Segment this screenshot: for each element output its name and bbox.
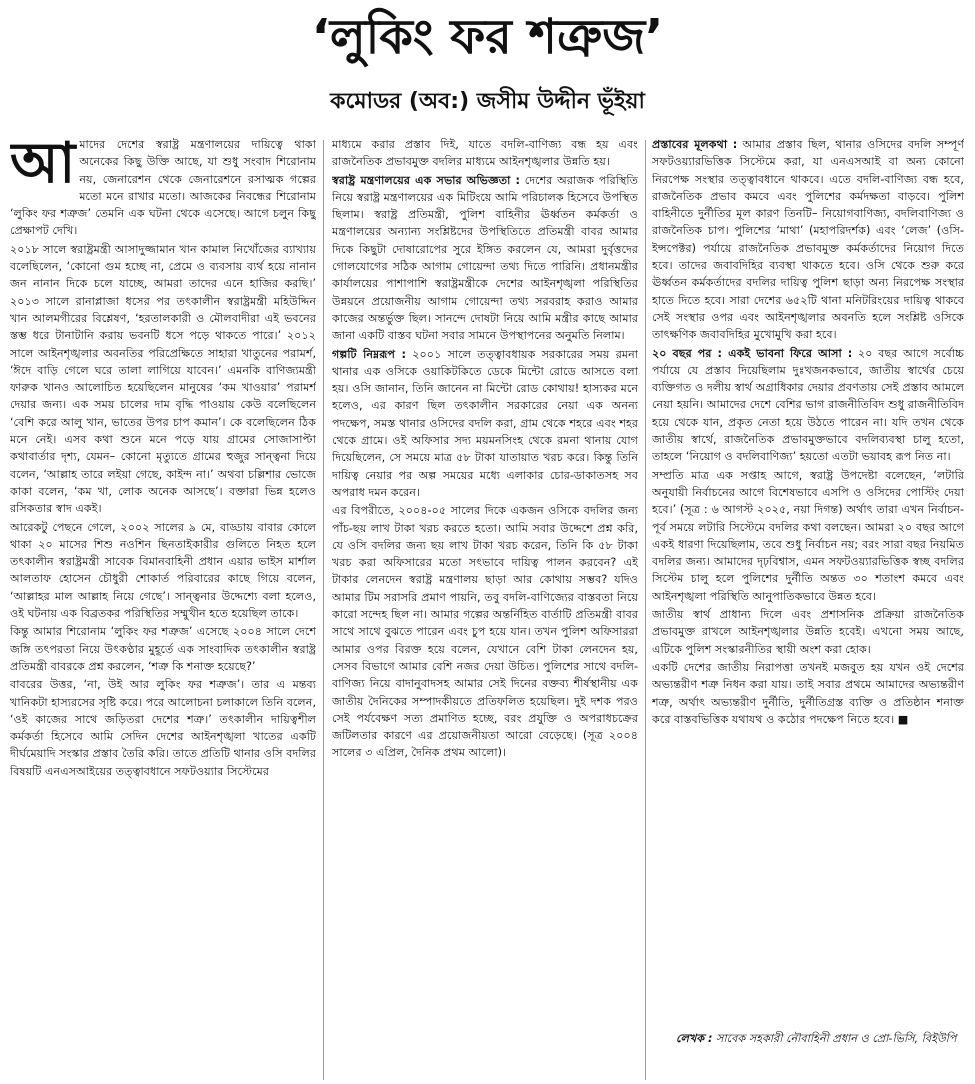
paragraph-with-subhead (332, 172, 638, 345)
paragraph-text: ২০ বছর আগে সর্বোচ্চ পর্যায়ে যে প্রস্তাব দিয়েছিলাম দুঃখজনকভাবে, জাতীয় স্বার্থের চেয়ে ব্যক্তিগত ও দলীয় স্বার্থ অগ্রাধিকার দেয়ার প্রবণতায় সেই প্রস্তাব আমলে নেয়া হয়নি। আমাদের দেশে বেশির ভাগ রাজনীতিবিদ শুধু রাজনীতিবিদ হয়ে থেকে যান, প্রকৃত নেতা হয়ে উঠতে পারেন না। যদি তখন থেকে জাতীয় স্বার্থে, রাজনৈতিক প্রভাবমুক্তভাবে বদলিব্যবস্থা চালু হতো, তাহলে ‘নিয়োগ ও বদলিবাণিজ্য’ হয়তো এতটা ভয়াবহ রূপ নিত না। (652, 346, 964, 464)
paragraph: মাধ্যমে করার প্রস্তাব দিই, যাতে বদলি-বাণিজ্য বন্ধ হয় এবং রাজনৈতিক প্রভাবমুক্ত বদলির মাধ্যমে আইনশৃঙ্খলার উন্নতি হয়। (332, 138, 638, 169)
paragraph-final (652, 659, 964, 728)
paragraph-text: একটি দেশের জাতীয় নিরাপত্তা তখনই মজবুত হয় যখন ওই দেশের অভ্যন্তরীণ শত্রু নিধন করা যায়। তাই সবার প্রথমে আমাদের অভ্যন্তরীণ শত্রু, অর্থাৎ অভ্যন্তরীণ দুর্নীতি, দুর্নীতিগ্রস্ত ব্যক্তি ও প্রতিষ্ঠান শনাক্ত করে বাস্তবভিত্তিক যথাযথ ও কঠোর পদক্ষেপ নিতে হবে। (652, 660, 964, 726)
article-column-3 (652, 136, 964, 1080)
paragraph: জাতীয় স্বার্থ প্রাধান্য দিলে এবং প্রশাসনিক প্রক্রিয়া রাজনৈতিক প্রভাবমুক্ত রাখলে আইনশৃঙ্খলার উন্নতি হবেই। এখনো সময় আছে, এটিকে পুলিশ সংস্কারনীতির স্থায়ী অংশ করা হোক। (652, 608, 964, 656)
article-title: ‘লুকিং ফর শত্রুজ’ (311, 9, 664, 65)
column-divider-1 (323, 140, 324, 1080)
paragraph: ২০১৮ সালে স্বরাষ্ট্রমন্ত্রী আসাদুজ্জামান খান কামাল নিখোঁজের ব্যাখ্যায় বলেছিলেন, ‘কোনো গুম হচ্ছে না, প্রেমে ও ব্যবসায় ব্যর্থ হয়ে নানান জন নানান দিকে চলে যাচ্ছে, আমরা তাদের এনে হাজির করছি।’ ২০১৩ সালে রানাপ্লাজা ধসের পর তৎকালীন স্বরাষ্ট্রমন্ত্রী মহিউদ্দিন খান আলমগীরের বিশ্লেষণ, ‘হরতালকারী ও মৌলবাদীরা এই ভবনের স্তম্ভ ধরে টানাটানি করায় ভবনটি ধসে পড়ে থাকতে পারে।’ ২০১২ সালে আইনশৃঙ্খলার অবনতির পরিপ্রেক্ষিতে সাহারা খাতুনের পরামর্শ, ‘ঈদে বাড়ি গেলে ঘরে তালা লাগিয়ে যাবেন।’ এমনকি বাণিজ্যমন্ত্রী ফারুক খানও আলোচিত হয়েছিলেন মানুষের ‘কম খাওয়ার’ পরামর্শ দেয়ার জন্য। এক সময় চালের দাম বৃদ্ধি পাওয়ায় কেউ বলেছিলেন ‘বেশি করে আলু খান, ভাতের উপর চাপ কমান’। কে বলেছিলেন ঠিক মনে নেই। এসব কথা শুনে মনে পড়ে যায় গ্রামের সোজাসাপ্টা কথাবার্তার দৃশ্য, যেমন– কোনো মৃত্যুতে গ্রামের হুজুর সান্ত্বনা দিয়ে বলেন, ‘আল্লাহ তারে লইয়া গেছে, কাইন্দ না।’ অথবা চল্লিশার ভোজে কাকা বলেন, ‘কম খা, লোক অনেক আসছে’। বক্তারা ভিন্ন হলেও রসিকতার স্বাদ একই। (10, 242, 316, 516)
paragraph: এর বিপরীতে, ২০০৪-০৫ সালের দিকে একজন ওসিকে বদলির জন্য পাঁচ-ছয় লাখ টাকা খরচ করতে হতো। আমি সবার উদ্দেশে প্রশ্ন করি, যে ওসি বদলির জন্য ছয় লাখ টাকা খরচ করেন, তিনি কি ৫৮ টাকা খরচ করা অফিসারের মতো সৎভাবে দায়িত্ব পালন করবেন? এই টাকার লেনদেন স্বরাষ্ট্র মন্ত্রণালয় ছাড়া আর কোথায় সম্ভব? যদিও আমার টিম সরাসরি প্রমাণ পায়নি, তবু বদলি-বাণিজ্যের বাস্তবতা নিয়ে কারো সন্দেহ ছিল না। আমার গল্পের অন্তর্নিহিত বার্তাটি প্রতিমন্ত্রী বাবর সাথে সাথে বুঝতে পারেন এবং চুপ হয়ে যান। তখন পুলিশ অফিসাররা আমার ওপর বিরক্ত হয়ে বলেন, যেখানে বেশি টাকা লেনদেন হয়, সেসব বিভাগে আমার বেশি নজর দেয়া উচিত। পুলিশের সাথে বদলি-বাণিজ্য নিয়ে বাদানুবাদসহ আমার সেই দিনের বক্তব্য শীর্ষস্থানীয় এক জাতীয় দৈনিকের সম্পাদকীয়তে প্রতিফলিত হয়েছিল। দুই দশক পরও সেই পর্যবেক্ষণ সত্য প্রমাণিত হচ্ছে, বরং প্রযুক্তি ও অপরাধচক্রের জটিলতার কারণে এর প্রয়োজনীয়তা আরো বেড়েছে। (সূত্র ২০০৪ সালের ৩ এপ্রিল, দৈনিক প্রথম আলো)। (332, 504, 638, 760)
subheading: প্রস্তাবের মূলকথা : (652, 138, 738, 151)
author-note (676, 1030, 964, 1047)
paragraph: সম্প্রতি মাত্র এক সপ্তাহ আগে, স্বরাষ্ট্র উপদেষ্টা বলেছেন, ‘লটারি অনুযায়ী নির্বাচনের আগে বিশেষভাবে এসপি ও ওসিদের পোস্টিং দেয়া হবে।’ (সূত্র : ৬ আগস্ট ২০২৫, নয়া দিগন্ত) অর্থাৎ তারা এখন নির্বাচন-পূর্ব সময়ে লটারি সিস্টেমে বদলির কথা বলছেন। আমরা ২০ বছর আগে একই ধারণা দিয়েছিলাম, তবে শুধু নির্বাচন নয়; বরং সারা বছর নিয়মিত বদলির জন্য। আমাদের দৃঢ়বিশ্বাস, এমন সফটওয়্যারভিত্তিক স্বচ্ছ বদলির সিস্টেম চালু হলে পুলিশের দুর্নীতি অন্তত ৩০ শতাংশ কমবে এবং আইনশৃঙ্খলা পরিস্থিতি আনুপাতিকভাবে উন্নত হবে। (652, 468, 964, 603)
paragraph: আরেকটু পেছনে গেলে, ২০০২ সালের ৯ মে, বাড্ডায় বাবার কোলে থাকা ২০ মাসের শিশু নওশিন ছিনতাইকারীর গুলিতে নিহত হলে তৎকালীন স্বরাষ্ট্রমন্ত্রী সাবেক বিমানবাহিনী প্রধান এয়ার ভাইস মার্শাল আলতাফ হোসেন চৌধুরী শোকার্ত পরিবারের কাছে গিয়ে বলেন, ‘আল্লাহর মাল আল্লাহ নিয়ে গেছে’। সান্ত্বনার উদ্দেশ্যে বলা হলেও, ওই ঘটনায় এক বিব্রতকর পরিস্থিতির সম্মুখীন হতে হয়েছিল তাকে। (10, 520, 316, 621)
article-column-1 (10, 136, 316, 1080)
paragraph-text: আমার প্রস্তাব ছিল, থানার ওসিদের বদলি সম্পূর্ণ সফটওয়্যারভিত্তিক সিস্টেমে করা, যা এনএসআই বা অন্য কোনো নিরপেক্ষ সংস্থার তত্ত্বাবধানে থাকবে। এতে বদলি-বাণিজ্য বন্ধ হবে, রাজনৈতিক প্রভাব কমবে এবং পুলিশের কর্মদক্ষতা বাড়বে। পুলিশ বাহিনীতে দুর্নীতির মূল কারণ তিনটি– নিয়োগবাণিজ্য, বদলিবাণিজ্য ও রাজনৈতিক চাপ। পুলিশের ‘মাথা’ (মহাপরিদর্শক) এবং ‘লেজ’ (ওসি-ইন্সপেক্টর) পর্যায়ে রাজনৈতিক প্রভাবমুক্ত কর্মকর্তাদের নিয়োগ দিতে হবে। তাদের জবাবদিহির ব্যবস্থা থাকতে হবে। ওসি থেকে শুরু করে ঊর্ধ্বতন কর্মকর্তাদের বদলির দায়িত্ব পুলিশ ছাড়া অন্য নিরপেক্ষ সংস্থার হাতে দিতে হবে। সারা দেশের ৬৫২টি থানা মনিটরিংয়ের দায়িত্ব থাকবে সেই সংস্থার ওপর এবং আইনশৃঙ্খলার অবনতি হলে সংশ্লিষ্ট ওসিকে তাৎক্ষণিক জবাবদিহির মুখোমুখি করা হবে। (652, 138, 964, 342)
paragraph-with-subhead (332, 346, 638, 502)
paragraph: কিন্তু আমার শিরোনাম ‘লুকিং ফর শত্রুজ’ এসেছে ২০০৪ সালে দেশে জঙ্গি তৎপরতা নিয়ে উৎকণ্ঠার মুহূর্তে এক সাংবাদিক তৎকালীন স্বরাষ্ট্র প্রতিমন্ত্রী বাবরকে প্রশ্ন করলেন, ‘শত্রু কি শনাক্ত হয়েছে?’ (10, 625, 316, 673)
article-column-2 (332, 136, 638, 1080)
paragraph-text: মাদের দেশের স্বরাষ্ট্র মন্ত্রণালয়ের দায়িত্বে থাকা অনেকের কিছু উক্তি আছে, যা শুধু সংবাদ শিরোনাম নয়, জেনারেশন থেকে জেনারেশনে রসাত্মক গল্পের মতো মনে রাখার মতো। আজকের নিবন্ধের শিরোনাম ‘লুকিং ফর শত্রুজ’ তেমনি এক ঘটনা থেকে এসেছে। আগে চলুন কিছু প্রেক্ষাপট দেখি। (10, 138, 316, 238)
subheading: গল্পটি নিম্নরূপ : (332, 347, 407, 361)
paragraph-with-subhead (652, 136, 964, 344)
author-note-label: লেখক : (676, 1032, 713, 1045)
drop-cap: আ (10, 136, 76, 196)
end-mark-icon: ■ (897, 712, 909, 726)
paragraph: বাবরের উত্তর, ‘না, উই আর লুকিং ফর শত্রুজ’। তার এ মন্তব্য খানিকটা হাস্যরসের সৃষ্টি করে। পরে আলোচনা চলাকালে তিনি বলেন, ‘ওই কাজের সাথে জড়িতরা দেশের শত্রু।’ তৎকালীন দায়িত্বশীল কর্মকর্তা হিসেবে আমি সেদিন দেশের আইনশৃঙ্খলা খাতের একটি দীর্ঘমেয়াদি সংস্কার প্রস্তাব তৈরি করি। তাতে প্রতিটি থানার ওসি বদলির বিষয়টি এনএসআইয়ের তত্ত্বাবধানে সফটওয়্যার সিস্টেমের (10, 678, 316, 778)
subheading: স্বরাষ্ট্র মন্ত্রণালয়ের এক সভার অভিজ্ঞতা : (332, 173, 520, 187)
paragraph-with-subhead (652, 345, 964, 466)
subheading: ২০ বছর পর : একই ভাবনা ফিরে আসা : (652, 346, 853, 360)
author-byline: কমোডর (অব:) জসীম উদ্দীন ভূঁইয়া (330, 89, 645, 114)
paragraph-intro (10, 136, 316, 240)
column-divider-2 (645, 140, 646, 1080)
paragraph-text: দেশের অরাজক পরিস্থিতি নিয়ে স্বরাষ্ট্র মন্ত্রণালয়ের এক মিটিংয়ে আমি পরিচালক হিসেবে উপস্থিত ছিলাম। স্বরাষ্ট্র প্রতিমন্ত্রী, পুলিশ বাহিনীর ঊর্ধ্বতন কর্মকর্তা ও মন্ত্রণালয়ের অন্যান্য সংশ্লিষ্টদের উপস্থিতিতে প্রতিমন্ত্রী বাবর আমার দিকে কিছুটা দোষারোপের সুরে ইঙ্গিত করলেন যে, আমরা দুর্বৃত্তদের গোলযোগের সঠিক আগাম গোয়েন্দা তথ্য দিতে পারিনি। প্রধানমন্ত্রীর কার্যালয়ের পাশাপাশি স্বরাষ্ট্রমন্ত্রীকে দেশের আইনশৃঙ্খলা পরিস্থিতির উন্নয়নে প্রয়োজনীয় আগাম গোয়েন্দা তথ্য সরবরাহ করাও আমার কাজের অন্তর্ভুক্ত ছিল। সানন্দে দোষটা নিয়ে আমি মন্ত্রীর কাছে আমার জানা একটি বাস্তব ঘটনা সবার সামনে উপস্থাপনের অনুমতি নিলাম। (332, 173, 638, 343)
author-note-text: সাবেক সহকারী নৌবাহিনী প্রধান ও প্রো-ভিসি, বিইউপি (712, 1032, 957, 1045)
paragraph-text: ২০০১ সালে তত্ত্বাবধায়ক সরকারের সময় রমনা থানার এক ওসিকে ওয়াকিটকিতে ডেকে মিন্টো রোডে আসতে বলা হয়। ওসি জানান, তিনি জানেন না মিন্টো রোড কোথায়! হাস্যকর মনে হলেও, এর কারণ ছিল তৎকালীন সরকারের নেয়া এক অনন্য পদক্ষেপ, সমস্ত থানার ওসিদের বদলি করা, গ্রাম থেকে শহরে এবং শহর থেকে গ্রামে। ওই অফিসার সদ্য ময়মনসিংহ থেকে রমনা থানায় যোগ দিয়েছিলেন, সে সময়ে মাত্র ৫৮ টাকা যাতায়াত খরচ করে। কিন্তু তিনি দায়িত্ব নেয়ার পর অল্প সময়ের মধ্যে এলাকার চোর-ডাকাতসহ সব অপরাধ দমন করেন। (332, 347, 638, 499)
